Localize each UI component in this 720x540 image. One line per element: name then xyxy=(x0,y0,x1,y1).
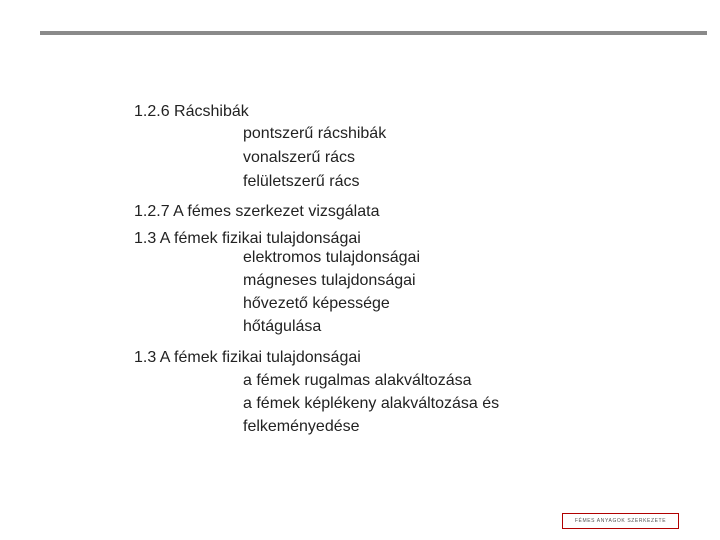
outline-subitem: a fémek képlékeny alakváltozása és xyxy=(243,395,500,412)
outline-subitem: felkeményedése xyxy=(243,418,360,435)
outline-subitem: vonalszerű rács xyxy=(243,149,356,166)
outline-heading: 1.2.7 A fémes szerkezet vizsgálata xyxy=(134,203,380,220)
footer-badge-label: FÉMES ANYAGOK SZERKEZETE xyxy=(574,517,667,524)
outline-subitem: pontszerű rácshibák xyxy=(243,125,387,142)
outline-heading: 1.3 A fémek fizikai tulajdonságai xyxy=(134,349,361,366)
footer-badge xyxy=(562,513,679,529)
outline-subitem: mágneses tulajdonságai xyxy=(243,272,416,289)
outline-heading: 1.3 A fémek fizikai tulajdonságai xyxy=(134,230,361,247)
outline-subitem: a fémek rugalmas alakváltozása xyxy=(243,372,472,389)
outline-subitem: elektromos tulajdonságai xyxy=(243,249,420,266)
outline-heading: 1.2.6 Rácshibák xyxy=(134,103,249,120)
outline-subitem: hővezető képessége xyxy=(243,295,390,312)
outline-subitem: hőtágulása xyxy=(243,318,322,335)
outline-subitem: felületszerű rács xyxy=(243,173,360,190)
